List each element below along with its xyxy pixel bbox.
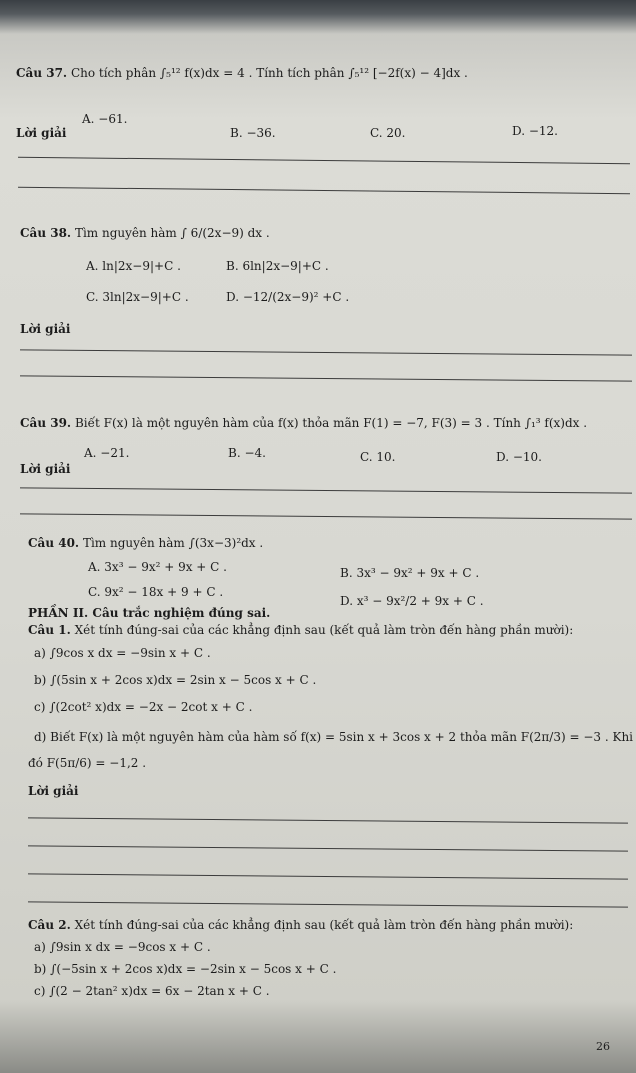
- q39-option-b: B. −4.: [228, 446, 266, 460]
- part2-c2-text: Xét tính đúng-sai của các khẳng định sau (kết quả làm tròn đến hàng phần mười):: [74, 918, 574, 932]
- q38-option-d: D. −12/(2x−9)² +C .: [226, 290, 350, 304]
- q40-option-d: D. x³ − 9x²/2 + 9x + C .: [340, 594, 484, 608]
- q38-answer-label: Lời giải: [20, 322, 71, 336]
- q37-option-c: C. 20.: [370, 126, 406, 140]
- q39-option-d: D. −10.: [496, 450, 542, 464]
- part2-c2-item-c: c) ∫(2 − 2tan² x)dx = 6x − 2tan x + C .: [34, 984, 270, 998]
- part2-heading: PHẦN II. Câu trắc nghiệm đúng sai.: [28, 606, 271, 620]
- part2-c1-line: [28, 623, 573, 637]
- q38-line: [20, 226, 270, 240]
- q38-option-b: B. 6ln|2x−9|+C .: [226, 259, 329, 273]
- part2-c2-item-a: a) ∫9sin x dx = −9cos x + C .: [34, 940, 211, 954]
- q40-title: Câu 40.: [28, 536, 80, 550]
- q39-title: Câu 39.: [20, 416, 72, 430]
- answer-line: [20, 375, 632, 381]
- q37-option-d: D. −12.: [512, 124, 558, 138]
- q38-text: Tìm nguyên hàm ∫ 6/(2x−9) dx .: [74, 226, 270, 240]
- part2-c1-text: Xét tính đúng-sai của các khẳng định sau (kết quả làm tròn đến hàng phần mười):: [74, 623, 574, 637]
- answer-line: [20, 513, 632, 519]
- part2-c1-item-b: b) ∫(5sin x + 2cos x)dx = 2sin x − 5cos x + C .: [34, 673, 317, 687]
- q40-option-a: A. 3x³ − 9x² + 9x + C .: [88, 560, 227, 574]
- q40-option-b: B. 3x³ − 9x² + 9x + C .: [340, 566, 480, 580]
- q39-option-c: C. 10.: [360, 450, 396, 464]
- answer-line: [18, 187, 630, 194]
- q39-text: Biết F(x) là một nguyên hàm của f(x) thỏa mãn F(1) = −7, F(3) = 3 . Tính ∫₁³ f(x)dx .: [74, 416, 588, 430]
- answer-line: [18, 157, 630, 164]
- q39-option-a: A. −21.: [84, 446, 130, 460]
- q40-option-c: C. 9x² − 18x + 9 + C .: [88, 585, 224, 599]
- answer-line: [28, 873, 628, 879]
- q39-line: [20, 416, 587, 430]
- q37-title: Câu 37.: [16, 66, 68, 80]
- q40-text: Tìm nguyên hàm ∫(3x−3)²dx .: [82, 536, 264, 550]
- part2-c2-title: Câu 2.: [28, 918, 71, 932]
- part2-c1-item-a: a) ∫9cos x dx = −9sin x + C .: [34, 646, 211, 660]
- q37-line: [16, 66, 468, 80]
- part2-c1-title: Câu 1.: [28, 623, 71, 637]
- q37-option-a: A. −61.: [82, 112, 128, 126]
- answer-line: [20, 349, 632, 355]
- q37-answer-label: Lời giải: [16, 126, 67, 140]
- page-number: 26: [596, 1040, 610, 1053]
- part2-c2-line: [28, 918, 573, 932]
- answer-line: [28, 845, 628, 851]
- answer-line: [28, 901, 628, 907]
- q38-option-c: C. 3ln|2x−9|+C .: [86, 290, 189, 304]
- answer-line: [20, 487, 632, 493]
- part2-c2-item-b: b) ∫(−5sin x + 2cos x)dx = −2sin x − 5cos x + C .: [34, 962, 337, 976]
- answer-line: [28, 817, 628, 823]
- q37-text: Cho tích phân ∫₅¹² f(x)dx = 4 . Tính tích phân ∫₅¹² [−2f(x) − 4]dx .: [70, 66, 468, 80]
- part2-c1-item-c: c) ∫(2cot² x)dx = −2x − 2cot x + C .: [34, 700, 253, 714]
- part2-c1-answer-label: Lời giải: [28, 784, 79, 798]
- q39-answer-label: Lời giải: [20, 462, 71, 476]
- q38-option-a: A. ln|2x−9|+C .: [86, 259, 181, 273]
- part2-c1-item-d-cont: đó F(5π/6) = −1,2 .: [28, 756, 147, 770]
- part2-c1-item-d: d) Biết F(x) là một nguyên hàm của hàm số f(x) = 5sin x + 3cos x + 2 thỏa mãn F(2π/3) = −3 . Khi: [34, 730, 634, 744]
- q38-title: Câu 38.: [20, 226, 72, 240]
- q40-line: [28, 536, 263, 550]
- q37-option-b: B. −36.: [230, 126, 276, 140]
